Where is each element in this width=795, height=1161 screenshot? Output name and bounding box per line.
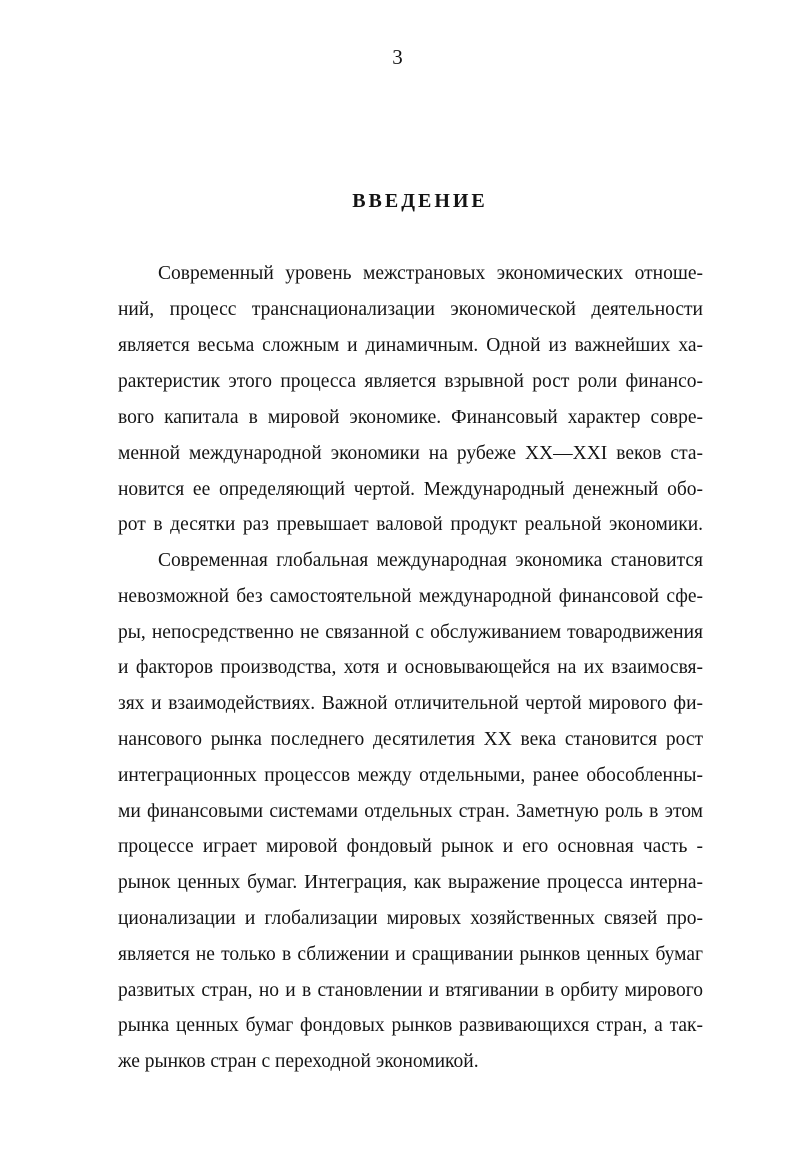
paragraph-2-line: интеграционных процессов между отдельными, ранее обособленны- <box>118 765 703 786</box>
paragraph-2-line: невозможной без самостоятельной международной финансовой сфе- <box>118 586 703 607</box>
paragraph-2-line: и факторов производства, хотя и основывающейся на их взаимосвя- <box>118 657 703 678</box>
paragraph-2-line: Современная глобальная международная экономика становится <box>158 550 703 571</box>
paragraph-1-line: ний, процесс транснационализации экономической деятельности <box>118 299 703 320</box>
paragraph-1-line: является весьма сложным и динамичным. Одной из важнейших ха- <box>118 335 703 356</box>
paragraph-1-line: новится ее определяющий чертой. Международный денежный обо- <box>118 479 703 500</box>
paragraph-2-line: является не только в сближении и сращивании рынков ценных бумаг <box>118 944 703 965</box>
paragraph-2-line: рынок ценных бумаг. Интеграция, как выражение процесса интерна- <box>118 872 703 893</box>
paragraph-1-line: Современный уровень межстрановых экономических отноше- <box>158 263 703 284</box>
paragraph-2-line: развитых стран, но и в становлении и втягивании в орбиту мирового <box>118 980 703 1001</box>
paragraph-1-line: рактеристик этого процесса является взрывной рост роли финансо- <box>118 371 703 392</box>
paragraph-2-line: зях и взаимодействиях. Важной отличительной чертой мирового фи- <box>118 693 703 714</box>
paragraph-2-line: ры, непосредственно не связанной с обслуживанием товародвижения <box>118 622 703 643</box>
paragraph-2-line: рынка ценных бумаг фондовых рынков развивающихся стран, а так- <box>118 1015 703 1036</box>
paragraph-2-line: процессе играет мировой фондовый рынок и его основная часть - <box>118 836 703 857</box>
paragraph-1-line: менной международной экономики на рубеже XX—XXI веков ста- <box>118 443 703 464</box>
paragraph-2-line: ми финансовыми системами отдельных стран. Заметную роль в этом <box>118 801 703 822</box>
paragraph-2-line: ционализации и глобализации мировых хозяйственных связей про- <box>118 908 703 929</box>
paragraph-2-line: нансового рынка последнего десятилетия XX века становится рост <box>118 729 703 750</box>
paragraph-1-line: вого капитала в мировой экономике. Финансовый характер совре- <box>118 407 703 428</box>
paragraph-2-line: же рынков стран с переходной экономикой. <box>118 1051 479 1072</box>
paragraph-1-line: рот в десятки раз превышает валовой продукт реальной экономики. <box>118 514 703 535</box>
section-heading: ВВЕДЕНИЕ <box>352 190 488 212</box>
page-number: 3 <box>392 45 403 69</box>
